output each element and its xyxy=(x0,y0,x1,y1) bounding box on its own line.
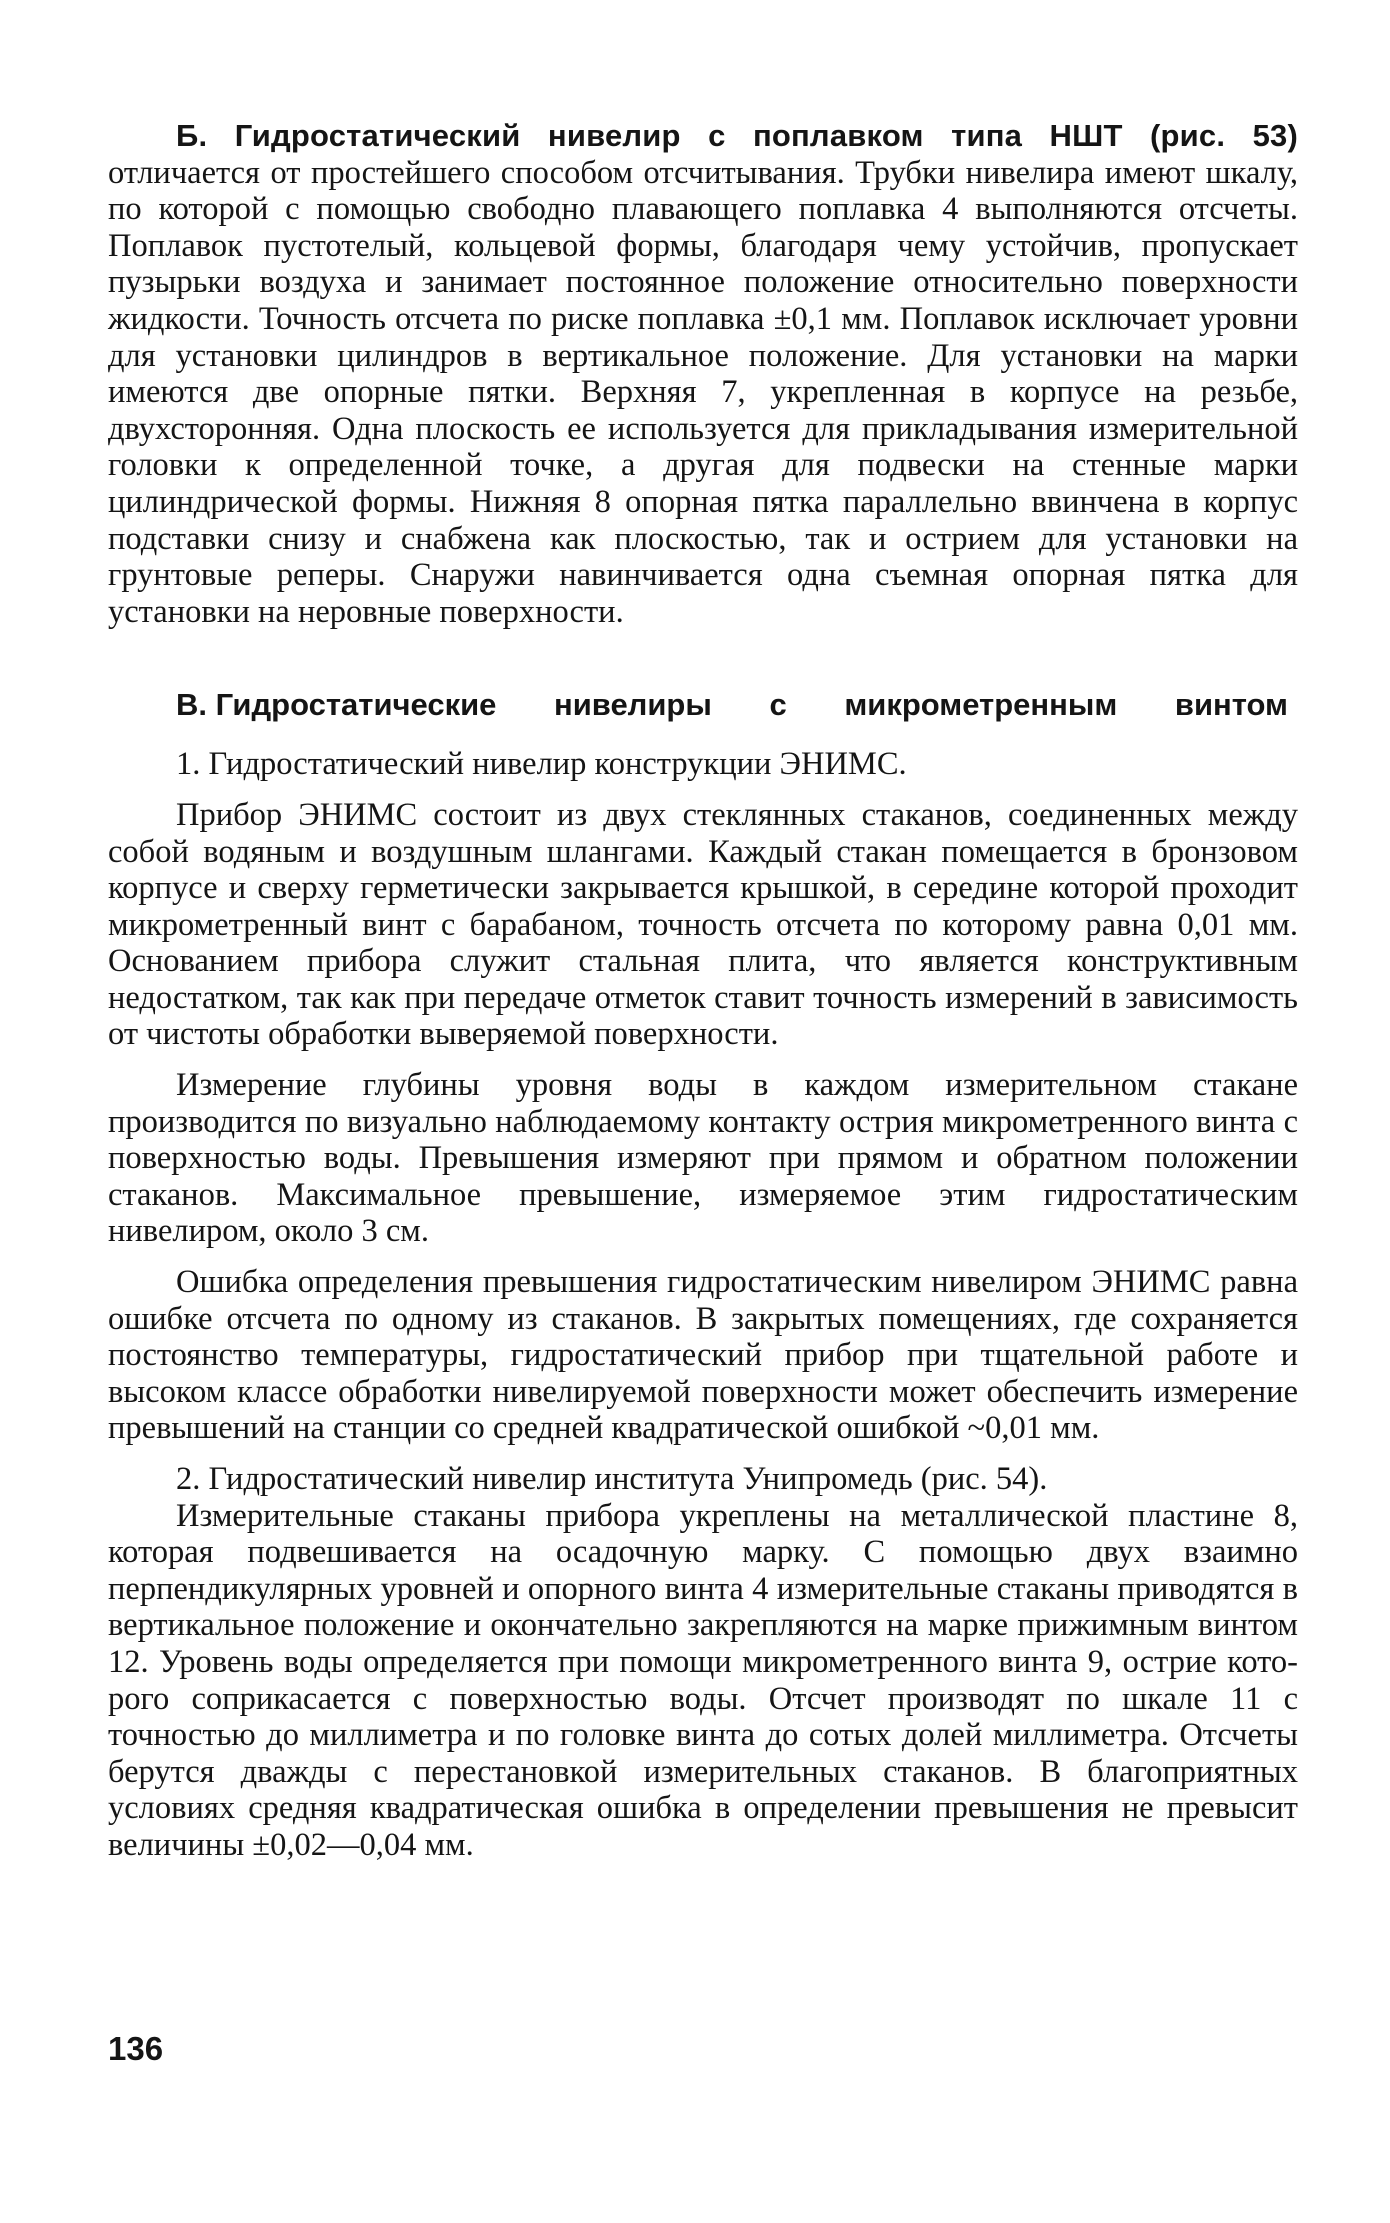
heading-word: винтом xyxy=(1174,687,1288,723)
section-b-title: Б. Гидростатический нивелир с поплавком типа НШТ (рис. 53) xyxy=(176,118,1298,153)
item1-paragraph-2: Измерение глубины уровня воды в каждом измерительном стакане производится по визуально наблюдаемому контакту острия микрометренного винта с поверхностью воды. Превышения измеряют при прямом и обратном положении стаканов. Максимальное превышение, измеряемое этим гидростатическим нивелиром, около 3 см. xyxy=(108,1067,1298,1250)
section-v-heading xyxy=(108,686,1298,724)
item1-paragraph-1: Прибор ЭНИМС состоит из двух стеклянных стаканов, соединенных между собой водяным и воздушным шлангами. Каждый стакан помещается в бронзовом корпусе и сверху герметически закрывается крышкой, в середине которой проходит микрометренный винт с барабаном, точность отсчета по которому равна 0,01 мм. Основанием прибора служит стальная плита, что является конструктивным недостатком, так как при передаче отметок ставит точность измерений в зависимость от чистоты обработки выверяемой поверхности. xyxy=(108,796,1298,1053)
heading-word: В. Гидростатические xyxy=(176,687,497,723)
item2-title: 2. Гидростатический нивелир института Унипромедь (рис. 54). xyxy=(176,1461,1048,1497)
page-number: 136 xyxy=(108,2030,164,2067)
section-b-text: отличается от простейшего способом отсчитывания. Трубки нивелира имеют шкалу, по которой с помощью свободно плавающего поплавка 4 выполняются отсчеты. Поплавок пустотелый, кольцевой формы, благодаря чему устойчив, пропускает пузырьки воздуха и занимает постоянное положение относительно поверхности жидкости. Точность отсчета по риске поплавка ±0,1 мм. Поплавок исключает уровни для установки цилиндров в вертикальное положение. Для установки на марки имеются две опорные пятки. Верхняя 7, укрепленная в корпусе на резьбе, двухсторонняя. Одна плоскость ее используется для прикладывания измерительной головки к определенной точке, а другая для подвески на стенные марки цилиндрической формы. Нижняя 8 опорная пятка параллельно ввинчена в корпус подставки снизу и снабжена как плоскостью, так и острием для установки на грунтовые реперы. Снаружи навинчивается одна съемная опорная пятка для установки на неровные поверхности. xyxy=(108,154,1298,630)
heading-word: микрометренным xyxy=(844,687,1118,723)
item2-paragraph-1: Измерительные стаканы прибора укреплены на металлической пластине 8, которая подвешивается на осадочную марку. С помощью двух взаимно перпендикулярных уровней и опорного винта 4 измерительные стаканы приводятся в вертикальное положение и окончательно закрепляются на марке прижимным винтом 12. Уровень воды определяется при помощи микрометренного винта 9, острие которого соприкасается с поверхностью воды. Отсчет производят по шкале 11 с точностью до миллиметра и по головке винта до сотых долей миллиметра. Отсчеты берутся дважды с перестановкой измерительных стаканов. В благоприятных условиях средняя квадратическая ошибка в определении превышения не превысит величины ±0,02—0,04 мм. xyxy=(108,1497,1298,1863)
item1-title: 1. Гидростатический нивелир конструкции ЭНИМС. xyxy=(176,746,907,783)
item1-paragraph-3: Ошибка определения превышения гидростатическим нивелиром ЭНИМС равна ошибке отсчета по одному из стаканов. В закрытых помещениях, где сохраняется постоянство температуры, гидростатический прибор при тщательной работе и высоком классе обработки нивелируемой поверхности может обеспечить измерение превышений на станции со средней квадратической ошибкой ~0,01 мм. xyxy=(108,1264,1298,1447)
heading-word: нивелиры xyxy=(554,687,712,723)
heading-word: с xyxy=(769,687,787,723)
section-b-paragraph xyxy=(108,118,1298,630)
